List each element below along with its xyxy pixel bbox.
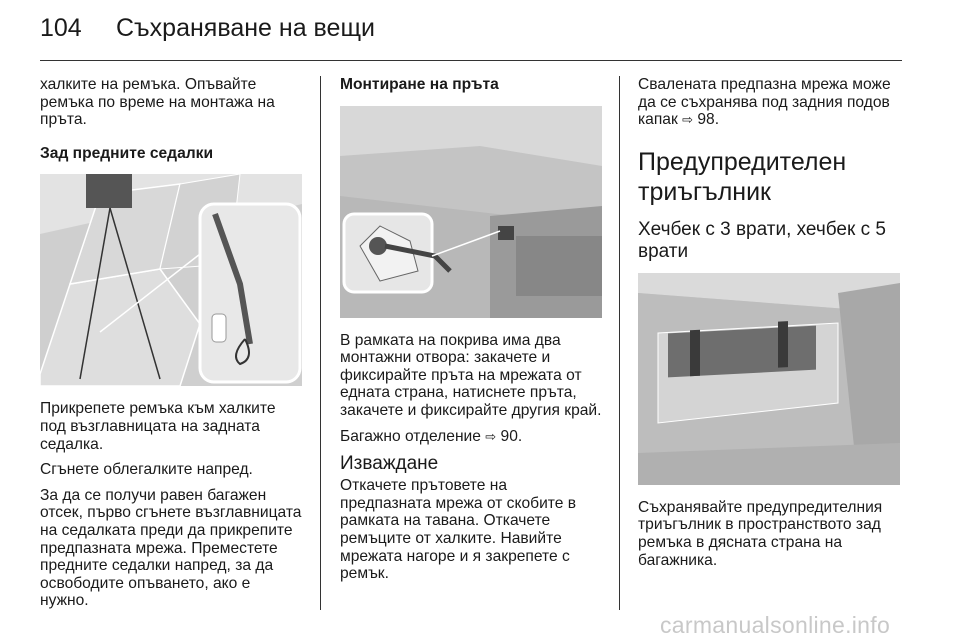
warning-triangle-storage-illustration [638,273,900,485]
paragraph [340,428,602,446]
column-3 [638,76,900,577]
section-subheading: Хечбек с 3 врати, хечбек с 5 врати [638,218,886,262]
roof-frame-bar-illustration [340,106,602,318]
ref-page: 90. [500,427,523,445]
page-number: 104 [40,14,82,42]
column-1 [40,76,302,618]
paragraph [638,76,900,129]
paragraph: Съхранявайте предупредителния триъгълник в пространството зад ремъка в дясната страна на багажника. [638,498,883,569]
section-subheading: Монтиране на пръта [340,76,499,93]
watermark: carmanualsonline.info [660,612,891,638]
column-2 [340,76,602,591]
paragraph: халките на ремъка. Опъвайте ремъка по време на монтажа на пръта. [40,76,275,129]
arrow-ref-icon: ⇨ [485,428,497,444]
ref-page: 98. [697,111,720,129]
paragraph: За да се получи равен багажен отсек, първо сгънете възглавницата на седалката преди да прикрепите предпазната мрежа. Преместете предните седалки напред, за да освободите опъването, ако е нужно. [40,486,302,610]
page-title: Съхраняване на вещи [116,14,375,42]
column-divider [619,76,620,610]
rear-seat-strap-illustration [40,174,302,386]
paragraph: Откачете прътовете на предпазната мрежа от скобите в рамката на тавана. Откачете ремъците от халките. Навийте мрежата нагоре и я закрепете с ремък. [340,477,577,583]
column-divider [320,76,321,610]
ref-text: Свалената предпазна мрежа може да се съхранява под задния подов капак [638,76,891,129]
paragraph: В рамката на покрива има два монтажни отвора: закачете и фиксирайте пръта на мрежата от едната страна, натиснете пръта, закачете и фиксирайте другия край. [340,331,602,419]
ref-text: Багажно отделение [340,427,486,445]
paragraph: Сгънете облегалките напред. [40,461,253,479]
section-subheading: Зад предните седалки [40,144,214,162]
page-header [40,14,920,48]
paragraph: Прикрепете ремъка към халките под възглавницата на задната седалка. [40,400,276,453]
arrow-ref-icon: ⇨ [682,112,694,128]
section-heading: Изваждане [340,453,439,475]
header-divider [40,60,902,61]
section-heading: Предупредителен триъгълник [638,147,847,206]
